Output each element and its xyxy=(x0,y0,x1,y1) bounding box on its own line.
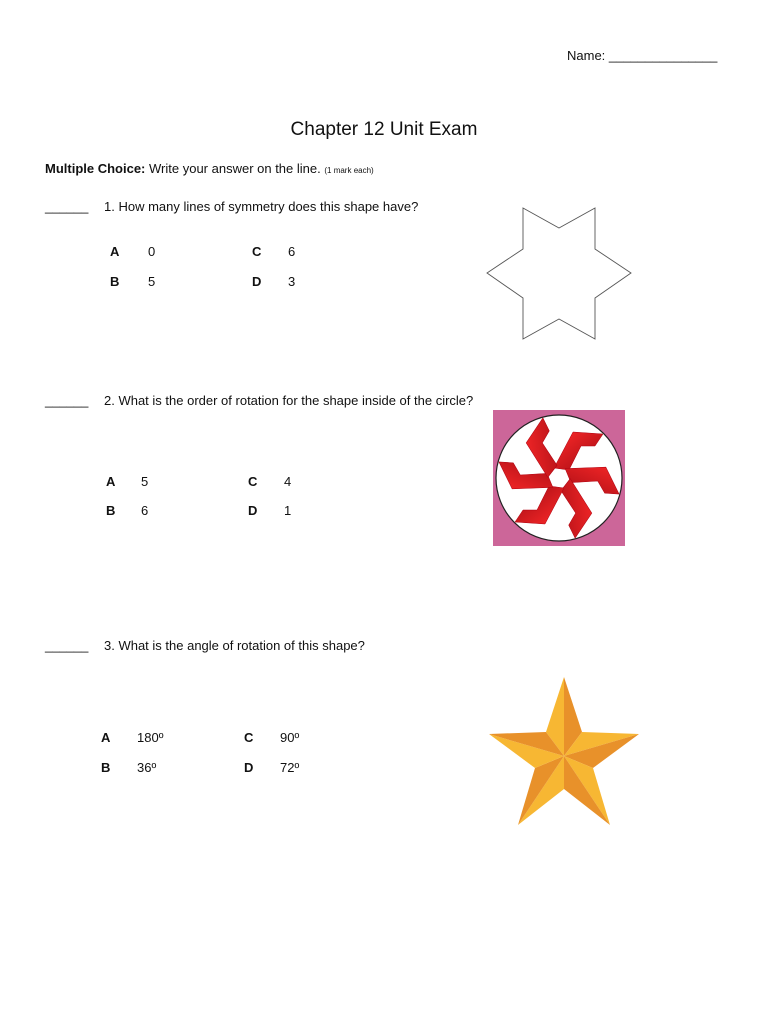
instructions-text: Write your answer on the line. xyxy=(145,161,321,176)
marks-note: (1 mark each) xyxy=(324,166,374,175)
option-3d: D 72º xyxy=(244,760,300,775)
question-2 xyxy=(45,393,473,408)
option-2b: B 6 xyxy=(106,503,149,518)
orange-five-point-star-figure xyxy=(486,674,642,828)
option-3b: B 36º xyxy=(101,760,157,775)
instructions xyxy=(45,161,374,176)
star-icon xyxy=(489,677,639,825)
question-2-prompt: 2. What is the order of rotation for the shape inside of the circle? xyxy=(104,393,474,408)
question-1-prompt: 1. How many lines of symmetry does this shape have? xyxy=(104,199,419,214)
page-title: Chapter 12 Unit Exam xyxy=(290,119,478,140)
question-1 xyxy=(45,199,418,214)
option-2a: A 5 xyxy=(106,474,149,489)
six-point-star-outline-figure xyxy=(484,205,634,343)
name-field-label: Name: _______________ xyxy=(567,48,718,63)
option-3c: C 90º xyxy=(244,730,300,745)
answer-blank-1[interactable]: ______ xyxy=(45,199,89,214)
instructions-heading: Multiple Choice: xyxy=(45,161,146,176)
option-1a: A 0 xyxy=(110,244,156,259)
option-1d: D 3 xyxy=(252,274,296,289)
answer-blank-2[interactable]: ______ xyxy=(45,393,89,408)
option-2d: D 1 xyxy=(248,503,292,518)
question-3-prompt: 3. What is the angle of rotation of this shape? xyxy=(104,638,365,653)
option-3a: A 180º xyxy=(101,730,164,745)
option-1c: C 6 xyxy=(252,244,296,259)
option-1b: B 5 xyxy=(110,274,156,289)
answer-blank-3[interactable]: ______ xyxy=(45,638,89,653)
pinwheel-in-circle-figure xyxy=(493,410,625,546)
question-3 xyxy=(45,638,365,653)
option-2c: C 4 xyxy=(248,474,292,489)
